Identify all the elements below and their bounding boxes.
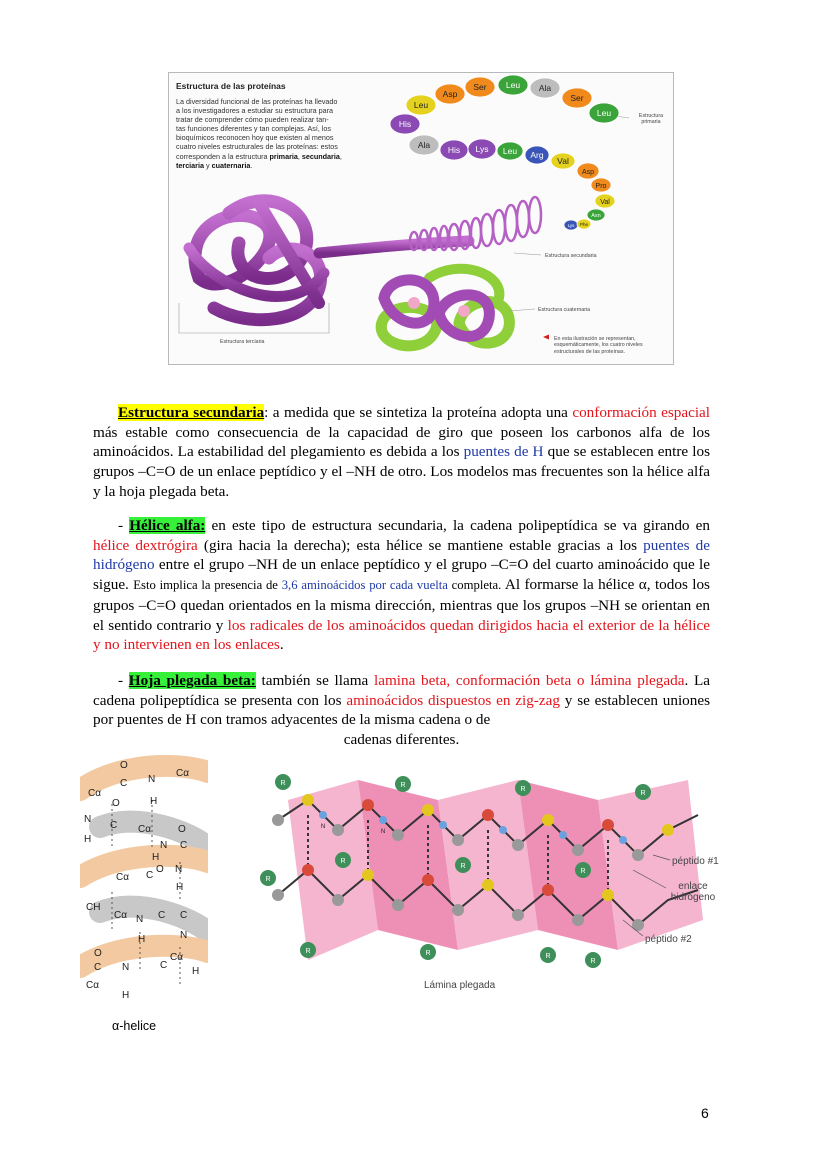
svg-text:N: N	[84, 814, 92, 825]
page-number: 6	[701, 1105, 709, 1121]
svg-text:N: N	[136, 914, 144, 925]
label-primary-structure: Estructura primaria	[638, 113, 664, 125]
svg-text:R: R	[265, 876, 271, 883]
label-peptido-2: péptido #2	[645, 934, 692, 945]
svg-text:O: O	[120, 760, 128, 771]
svg-text:Arg: Arg	[530, 150, 544, 160]
note-arrow-icon	[543, 335, 549, 340]
svg-text:C: C	[180, 840, 188, 851]
svg-text:R: R	[340, 858, 346, 865]
figure-intro-text: La diversidad funcional de las proteínas ha llevado a los investigadores a estudiar su estructura para tratar de comprender cómo pueden realizar tan- tas funciones diferentes y tan complejas. Así, los bioquímicos reconocen hoy que existen al menos cuatro niveles estructurales de las proteínas: estos corresponden a la estructura primaria, secundaria, terciaria y cuaternaria.	[176, 97, 342, 170]
label-enlace-hidrogeno: enlace hidrógeno	[670, 881, 716, 903]
paragraph-estructura-secundaria: Estructura secundaria: a medida que se sintetiza la proteína adopta una conformación espacial más estable como consecuencia de la capacidad de giro que poseen los carbonos alfa de los aminoácidos. La estabilidad del plegamiento es debida a los puentes de H que se establecen entre los grupos –C=O de un enlace peptídico y el –NH de otro. Los modelos mas frecuentes son la hélice alfa y la hoja plegada beta.	[93, 404, 711, 500]
amino-acid-bead	[591, 178, 611, 192]
svg-text:CH: CH	[86, 902, 101, 913]
svg-text:Cα: Cα	[114, 910, 128, 921]
svg-text:R: R	[425, 950, 431, 957]
svg-text:R: R	[580, 868, 586, 875]
label-peptido-1: péptido #1	[672, 856, 719, 867]
alpha-helix-caption: α-helice	[112, 1019, 157, 1033]
svg-text:R: R	[400, 782, 406, 789]
amino-acid-bead	[589, 103, 619, 123]
svg-text:Cα: Cα	[88, 788, 102, 799]
amino-acid-bead	[498, 75, 528, 95]
svg-text:O: O	[178, 824, 186, 835]
amino-acid-bead	[577, 163, 599, 179]
svg-text:Lys: Lys	[567, 223, 575, 228]
amino-acid-bead	[562, 88, 592, 108]
heading-hoja-plegada-beta: Hoja plegada beta:	[128, 672, 256, 689]
figure-title: Estructura de las proteínas	[176, 81, 286, 91]
amino-acid-bead	[468, 139, 496, 159]
svg-text:Asp: Asp	[581, 169, 595, 176]
svg-text:H: H	[122, 990, 130, 1001]
svg-text:H: H	[84, 834, 92, 845]
svg-text:N: N	[380, 829, 386, 835]
svg-text:Ala: Ala	[538, 83, 552, 93]
svg-text:C: C	[146, 870, 154, 881]
amino-acid-bead	[435, 84, 465, 104]
figure-note: En esta ilustración se representan, esquemáticamente, los cuatro niveles estructurales de las proteínas.	[554, 336, 643, 355]
svg-text:Cα: Cα	[176, 768, 190, 779]
label-lamina-plegada: Lámina plegada	[424, 980, 496, 991]
svg-text:Asn: Asn	[591, 213, 601, 219]
svg-text:Pro: Pro	[595, 183, 607, 190]
beta-sheet-illustration	[248, 760, 718, 992]
svg-text:Ser: Ser	[570, 93, 584, 103]
svg-text:R: R	[640, 790, 646, 797]
svg-text:O: O	[94, 948, 102, 959]
amino-acid-bead	[530, 78, 560, 98]
svg-text:Leu: Leu	[596, 108, 612, 118]
svg-text:Phe: Phe	[579, 222, 589, 227]
amino-acid-bead	[551, 153, 575, 169]
amino-acid-bead	[497, 142, 523, 160]
amino-acid-bead	[577, 219, 591, 229]
primary-structure-beads	[390, 75, 619, 230]
svg-text:H: H	[176, 882, 184, 893]
amino-acid-bead	[465, 77, 495, 97]
amino-acid-bead	[595, 194, 615, 208]
svg-text:Cα: Cα	[170, 952, 184, 963]
amino-acid-bead	[564, 220, 578, 230]
svg-text:R: R	[280, 780, 286, 787]
svg-text:C: C	[158, 910, 166, 921]
svg-text:R: R	[305, 948, 311, 955]
paragraph-hoja-plegada-beta: - Hoja plegada beta: también se llama lamina beta, conformación beta o lámina plegada. La cadena polipeptídica se presenta con los aminoácidos dispuestos en zig-zag y se establecen uniones por puentes de H con tramos adyacentes de la misma cadena o de cadenas diferentes.	[93, 672, 711, 749]
svg-text:N: N	[175, 864, 183, 875]
label-quaternary-structure: Estructura cuaternaria	[538, 307, 591, 313]
svg-text:Ser: Ser	[473, 82, 487, 92]
svg-text:N: N	[320, 824, 326, 830]
amino-acid-bead	[587, 209, 605, 221]
alpha-helix-illustration	[80, 752, 208, 1010]
svg-text:H: H	[152, 852, 160, 863]
svg-text:His: His	[447, 145, 461, 155]
svg-text:Val: Val	[557, 156, 569, 166]
heading-estructura-secundaria: Estructura secundaria	[118, 404, 265, 421]
svg-text:N: N	[122, 962, 130, 973]
svg-text:N: N	[180, 930, 188, 941]
svg-text:N: N	[160, 840, 168, 851]
amino-acid-bead	[440, 140, 468, 160]
svg-text:C: C	[180, 910, 188, 921]
paragraph-helice-alfa: - Hélice alfa: en este tipo de estructura secundaria, la cadena polipeptídica se va girando en hélice dextrógira (gira hacia la derecha); esta hélice se mantiene estable gracias a los puentes de hidrógeno entre el grupo –NH de un enlace peptídico y el grupo –C=O del cuarto aminoácido que le sigue. Esto implica la presencia de 3,6 aminoácidos por cada vuelta completa. Al formarse la hélice α, todos los grupos –C=O quedan orientados en la misma dirección, mientras que los grupos –NH se orientan en el sentido contrario y los radicales de los aminoácidos quedan dirigidos hacia el exterior de la hélice y no intervienen en los enlaces.	[93, 517, 711, 654]
svg-text:Leu: Leu	[413, 100, 429, 110]
svg-text:Lys: Lys	[475, 144, 489, 154]
svg-text:H: H	[192, 966, 200, 977]
pleated-sheet-panels	[288, 780, 703, 960]
svg-text:R: R	[520, 786, 526, 793]
amino-acid-bead	[390, 114, 420, 134]
svg-text:C: C	[94, 962, 102, 973]
svg-text:Cα: Cα	[116, 872, 130, 883]
svg-text:R: R	[545, 953, 551, 960]
tertiary-structure-shape	[189, 201, 469, 320]
protein-structure-figure	[168, 72, 674, 365]
svg-text:H: H	[138, 934, 146, 945]
svg-text:Leu: Leu	[505, 80, 521, 90]
amino-acid-bead	[525, 146, 549, 164]
secondary-helix-shape	[410, 197, 541, 250]
svg-text:Cα: Cα	[86, 980, 100, 991]
svg-text:O: O	[112, 798, 120, 809]
svg-text:Leu: Leu	[502, 146, 518, 156]
label-secondary-structure: Estructura secundaria	[545, 253, 597, 259]
quaternary-structure-shape	[381, 269, 509, 346]
svg-text:C: C	[120, 778, 128, 789]
amino-acid-bead	[406, 95, 436, 115]
svg-text:Cα: Cα	[138, 824, 152, 835]
svg-text:O: O	[156, 864, 164, 875]
svg-text:R: R	[590, 958, 596, 965]
amino-acid-bead	[409, 135, 439, 155]
svg-text:N: N	[148, 774, 156, 785]
svg-text:Asp: Asp	[442, 89, 458, 99]
heading-helice-alfa: Hélice alfa:	[129, 517, 206, 534]
svg-text:C: C	[110, 820, 118, 831]
label-tertiary-structure: Estructura terciaria	[220, 339, 265, 345]
svg-text:Ala: Ala	[417, 140, 431, 150]
svg-text:Val: Val	[600, 199, 610, 206]
svg-text:R: R	[460, 863, 466, 870]
svg-text:C: C	[160, 960, 168, 971]
svg-text:His: His	[398, 119, 412, 129]
svg-text:H: H	[150, 796, 158, 807]
